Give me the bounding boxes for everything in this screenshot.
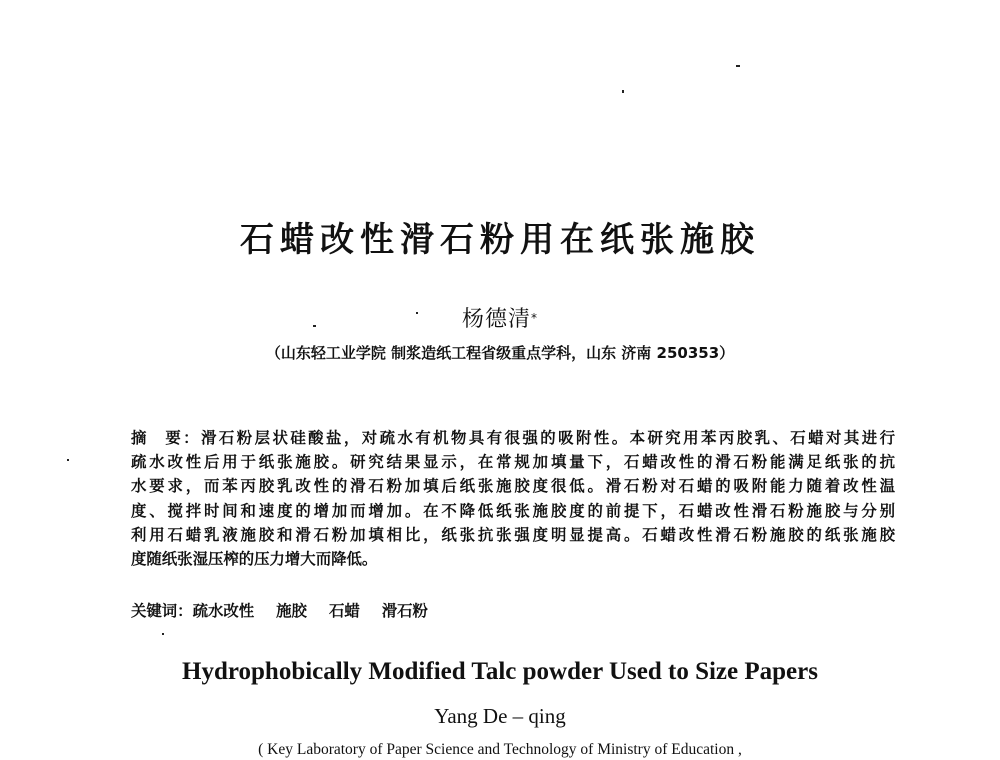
abstract-line: 度、搅拌时间和速度的增加而增加。在不降低纸张施胶度的前提下，石蜡改性滑石粉施胶与分别	[131, 501, 895, 520]
chinese-title: 石蜡改性滑石粉用在纸张施胶	[240, 220, 760, 260]
scan-speck	[67, 459, 69, 461]
scan-speck	[622, 90, 624, 93]
keyword: 滑石粉	[381, 602, 428, 620]
keyword: 石蜡	[328, 602, 360, 620]
keywords	[131, 600, 450, 622]
english-title: Hydrophobically Modified Talc powder Used to Size Papers	[182, 658, 818, 685]
abstract-line: 度随纸张湿压榨的压力增大而降低。	[131, 550, 378, 569]
abstract-line: 摘 要：滑石粉层状硅酸盐，对疏水有机物具有很强的吸附性。本研究用苯丙胶乳、石蜡对其进行	[131, 429, 895, 447]
abstract-label: 摘 要：	[131, 429, 202, 447]
abstract-line: 利用石蜡乳液施胶和滑石粉加填相比，纸张抗张强度明显提高。石蜡改性滑石粉施胶的纸张施胶	[131, 525, 895, 544]
keywords-label: 关键词：	[131, 602, 193, 620]
keyword: 施胶	[276, 602, 307, 620]
abstract-line: 疏水改性后用于纸张施胶。研究结果显示，在常规加填量下，石蜡改性的滑石粉能满足纸张的抗	[131, 453, 895, 472]
abstract-line: 水要求，而苯丙胶乳改性的滑石粉加填后纸张施胶度很低。滑石粉对石蜡的吸附能力随着改性温	[131, 477, 895, 496]
english-affiliation: ( Key Laboratory of Paper Science and Technology of Ministry of Education ,	[258, 741, 742, 758]
author-name: 杨德清	[461, 307, 531, 332]
scan-speck	[162, 633, 164, 635]
scan-speck	[736, 65, 740, 67]
chinese-affiliation: （山东轻工业学院 制浆造纸工程省级重点学科，山东 济南 250353）	[265, 344, 735, 362]
keyword: 疏水改性	[192, 602, 255, 620]
english-author: Yang De – qing	[434, 704, 566, 728]
chinese-abstract	[131, 426, 895, 571]
author-footnote-mark: *	[531, 311, 538, 325]
chinese-author	[0, 305, 1000, 335]
